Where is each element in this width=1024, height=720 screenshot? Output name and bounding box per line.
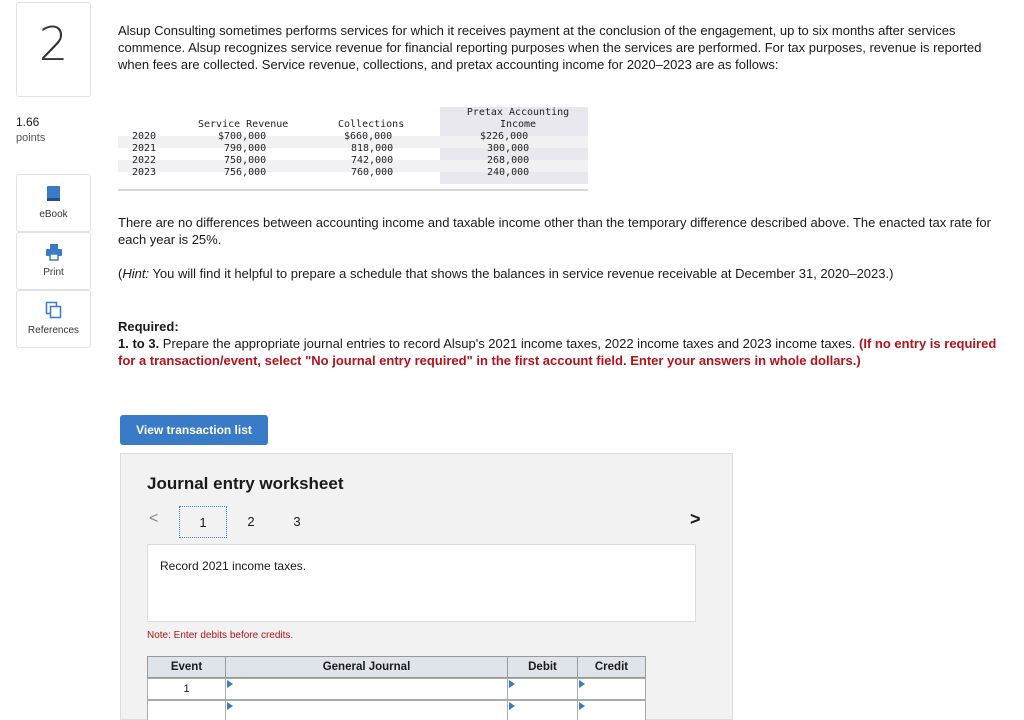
worksheet-title: Journal entry worksheet: [147, 474, 344, 493]
hint-text: You will find it helpful to prepare a schedule that shows the balances in service revenue receivable at December 31, 2020–2023.): [149, 266, 894, 281]
required-title: Required:: [118, 319, 179, 334]
view-transaction-list-button[interactable]: View transaction list: [120, 415, 268, 445]
required-text: Prepare the appropriate journal entries to record Alsup's 2021 income taxes, 2022 income taxes and 2023 income taxes.: [159, 336, 860, 351]
worksheet-instruction: Record 2021 income taxes.: [160, 559, 307, 573]
points-label: points: [16, 132, 46, 144]
row-pretax: $226,000: [480, 131, 529, 142]
col-event: Event: [147, 656, 226, 678]
row-collections: 760,000: [351, 167, 394, 178]
row-collections: $660,000: [344, 131, 393, 142]
row-revenue: 756,000: [224, 167, 267, 178]
event-cell: 1: [147, 678, 226, 700]
input-marker-icon: [579, 702, 585, 710]
dropdown-marker-icon: [227, 680, 233, 688]
hint-label: Hint:: [122, 266, 150, 281]
question-number-box: [16, 2, 91, 97]
copy-icon: [17, 299, 90, 321]
journal-entry-worksheet: [120, 453, 733, 720]
printer-icon: [17, 241, 90, 263]
input-marker-icon: [509, 680, 515, 688]
difference-paragraph: There are no differences between accounting income and taxable income other than the temporary difference described above. The enacted tax rate for each year is 25%.: [118, 215, 991, 247]
worksheet-instruction-box: [147, 544, 696, 622]
row-collections: 818,000: [351, 143, 394, 154]
credit-input[interactable]: [577, 678, 646, 700]
worksheet-note: Note: Enter debits before credits.: [147, 630, 294, 641]
row-revenue: 750,000: [224, 155, 267, 166]
data-table: [118, 107, 588, 191]
row-revenue: 790,000: [224, 143, 267, 154]
event-cell: [147, 700, 226, 720]
row-year: 2023: [132, 167, 157, 178]
chevron-left-icon[interactable]: <: [149, 510, 159, 527]
step-1-tab[interactable]: 1: [179, 506, 227, 538]
header-pretax-1: Pretax Accounting: [466, 107, 570, 118]
required-section: [118, 318, 998, 369]
input-marker-icon: [579, 680, 585, 688]
row-pretax: 268,000: [487, 155, 530, 166]
header-collections: Collections: [338, 119, 405, 130]
row-pretax: 300,000: [487, 143, 530, 154]
dropdown-marker-icon: [227, 702, 233, 710]
account-select[interactable]: [225, 700, 508, 720]
step-3-tab[interactable]: 3: [293, 514, 301, 529]
col-general-journal: General Journal: [225, 656, 508, 678]
print-button[interactable]: [16, 232, 91, 290]
step-2-tab[interactable]: 2: [247, 514, 255, 529]
ebook-label: eBook: [39, 209, 68, 220]
row-year: 2022: [132, 155, 157, 166]
debit-input[interactable]: [507, 678, 578, 700]
ebook-button[interactable]: [16, 174, 91, 232]
col-credit: Credit: [577, 656, 646, 678]
header-pretax-2: Income: [499, 119, 537, 130]
required-number: 1. to 3.: [118, 336, 160, 351]
hint-paragraph: (Hint: You will find it helpful to prepare a schedule that shows the balances in service revenue receivable at December 31, 2020–2023.): [118, 266, 894, 281]
question-number: 2: [38, 17, 69, 71]
header-service-revenue: Service Revenue: [198, 119, 289, 130]
book-icon: [17, 183, 90, 205]
row-pretax: 240,000: [487, 167, 530, 178]
print-label: Print: [43, 267, 64, 278]
row-collections: 742,000: [351, 155, 394, 166]
input-marker-icon: [509, 702, 515, 710]
chevron-right-icon[interactable]: >: [690, 509, 701, 529]
credit-input[interactable]: [577, 700, 646, 720]
references-button[interactable]: [16, 290, 91, 348]
problem-intro: Alsup Consulting sometimes performs services for which it receives payment at the conclusion of the engagement, up to six months after services commence. Alsup recognizes service revenue for financial reporting purposes when the services are performed. For tax purposes, revenue is reported when fees are collected. Service revenue, collections, and pretax accounting income for 2020–2023 are as follows:: [118, 23, 982, 72]
references-label: References: [27, 325, 80, 336]
col-debit: Debit: [507, 656, 578, 678]
required-alert: (If no entry is required for a transaction/event, select "No journal entry required" in the first account field. Enter your answers in whole dollars.): [118, 336, 997, 368]
account-select[interactable]: [225, 678, 508, 700]
points-value: 1.66: [16, 115, 40, 129]
row-year: 2021: [132, 143, 157, 154]
row-revenue: $700,000: [218, 131, 267, 142]
debit-input[interactable]: [507, 700, 578, 720]
row-year: 2020: [132, 131, 157, 142]
